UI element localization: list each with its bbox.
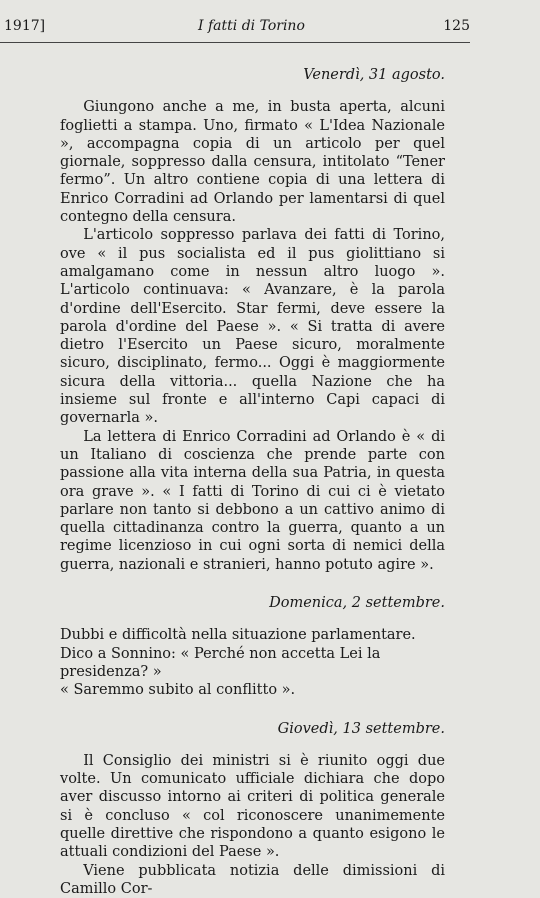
paragraph: Viene pubblicata notizia delle dimissioni di Camillo Cor- [60,862,445,897]
paragraph: Dico a Sonnino: « Perché non accetta Lei la presidenza? » [60,645,381,680]
paragraph: Giungono anche a me, in busta aperta, alcuni foglietti a stampa. Uno, firmato « L'Idea Nazionale », accompagna copia di un articolo per quel giornale, soppresso dalla censura, intitolato “Tener fermo”. Un altro contiene copia di una lettera di Enrico Corradini ad Orlando per lamentarsi di quel contegno della censura. [60,99,445,226]
header-year: 1917] [4,18,46,34]
paragraph: Il Consiglio dei ministri si è riunito oggi due volte. Un comunicato ufficiale dichiara che dopo aver discusso intorno ai criteri di politica generale si è concluso « col riconoscere unanimemente quelle direttive che rispondono a quanto esigono le attuali condizioni del Paese ». [60,752,445,861]
page-number: 125 [443,18,470,34]
paragraph: « Saremmo subito al conflitto ». [60,682,296,699]
running-header [0,18,540,40]
header-title: I fatti di Torino [198,18,305,34]
entry-date-3: Giovedì, 13 settembre. [277,720,445,737]
entry-date-2: Domenica, 2 settembre. [269,595,445,612]
header-rule [0,42,470,43]
paragraph: La lettera di Enrico Corradini ad Orlando è « di un Italiano di coscienza che prende parte con passione alla vita interna della sua Patria, in questa ora grave ». « I fatti di Torino di cui ci è vietato parlare non tanto si debbono a un cattivo animo di quella cittadinanza contro la guerra, quanto a un regime licenzioso in cui ogni sorta di nemici della guerra, nazionali e stranieri, hanno potuto agire ». [60,428,445,573]
paragraph: Dubbi e difficoltà nella situazione parlamentare. [60,627,416,644]
entry-2-body [60,626,445,699]
page-body [60,60,445,898]
entry-date-1: Venerdì, 31 agosto. [303,67,445,83]
paragraph: L'articolo soppresso parlava dei fatti di Torino, ove « il pus socialista ed il pus giolittiano si amalgamano come in nessun altro luogo ». L'articolo continuava: « Avanzare, è la parola d'ordine dell'Esercito. Star fermi, deve essere la parola d'ordine del Paese ». « Si tratta di avere dietro l'Esercito un Paese sicuro, moralmente sicuro, disciplinato, fermo... Oggi è maggiormente sicura della vittoria... quella Nazione che ha insieme sul fronte e all'interno Capi capaci di governarla ». [60,227,445,427]
